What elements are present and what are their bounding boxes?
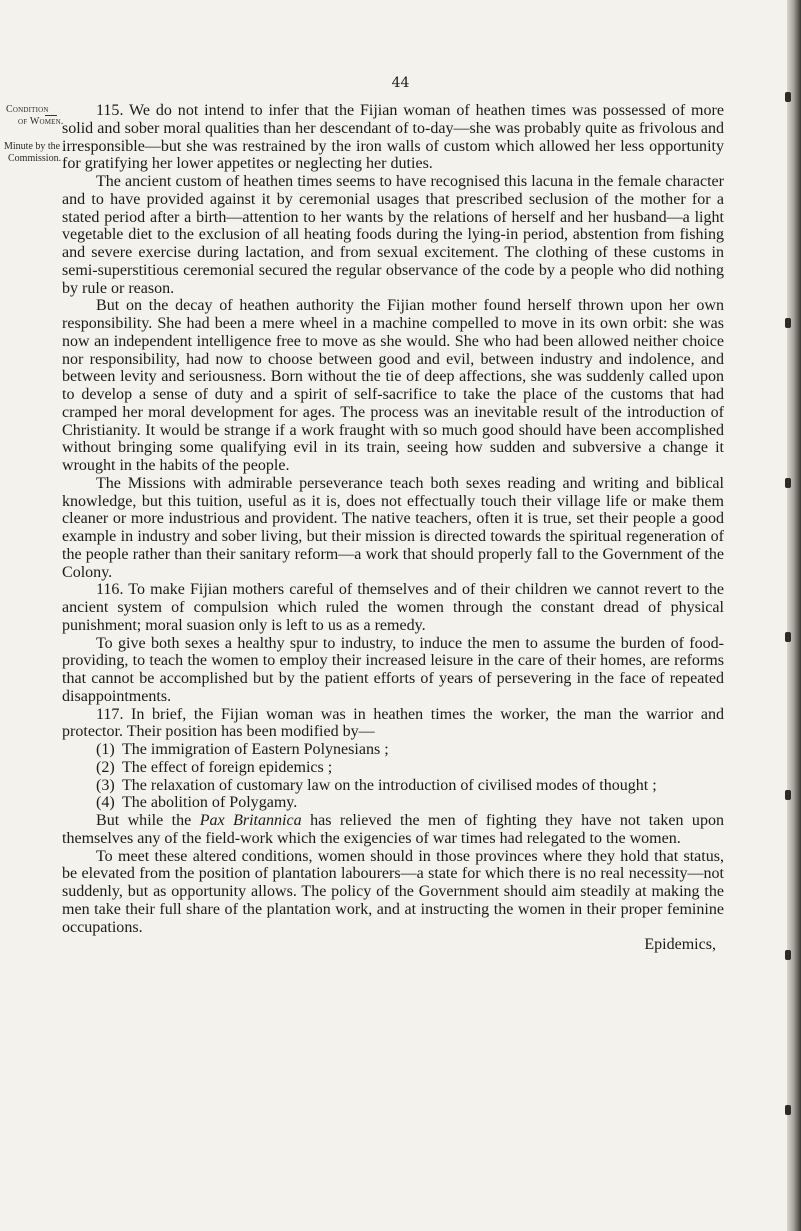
paragraph-116: 116. To make Fijian mothers careful of themselves and of their children we cannot revert to the ancient system of compulsion which ruled the women through the constant dread of physical punishment; moral suasion only is left to us as a remedy.: [62, 581, 724, 634]
list-item-number: (2): [96, 758, 115, 776]
list-item-text: The relaxation of customary law on the introduction of civilised modes of thought ;: [122, 776, 657, 794]
scan-mark: [785, 318, 791, 328]
scan-edge: [787, 0, 801, 1231]
scan-mark: [785, 1105, 791, 1115]
scan-mark: [785, 92, 791, 102]
paragraph-altered-conditions: To meet these altered conditions, women should in those provinces where they hold that status, be elevated from the position of plantation labourers—a state for which there is no real necessity—not suddenly, but as opportunity allows. The policy of the Government should aim steadily at making the men take their full share of the plantation work, and at instructing the women in their proper feminine occupations.: [62, 847, 724, 936]
margin-rule: [45, 115, 57, 116]
list-item: [62, 741, 724, 759]
paragraph-decay: But on the decay of heathen authority the Fijian mother found herself thrown upon her own responsibility. She had been a mere wheel in a machine compelled to move in its own orbit: she was now an independent intelligence free to move as she would. She who had been allowed neither choice nor responsibility, had now to choose between good and evil, between industry and indolence, and between levity and seriousness. Born without the tie of deep affections, she was suddenly called upon to develop a sense of duty and a spirit of self-sacrifice to take the place of the customs that had cramped her moral development for ages. The process was an inevitable result of the introduction of Christianity. It would be strange if a work fraught with so much good should have been accomplished without bringing some qualifying evil in its train, seeing how sudden and subversive a change it wrought in the habits of the people.: [62, 297, 724, 474]
body-text: [62, 102, 724, 954]
list-item-number: (3): [96, 776, 115, 794]
margin-note-minute-line1: Minute by the: [4, 141, 61, 152]
list-item: [62, 759, 724, 777]
scan-mark: [785, 478, 791, 488]
scan-mark: [785, 790, 791, 800]
margin-note-condition-line2: of Women.: [18, 116, 64, 127]
pax-before: But while the: [96, 812, 200, 829]
catchword: Epidemics,: [644, 936, 716, 954]
margin-note-condition-line1: Condition: [6, 104, 49, 115]
paragraph-ancient-custom: The ancient custom of heathen times seems to have recognised this lacuna in the female character and to have provided against it by ceremonial usages that prescribed seclusion of the mother for a stated period after a birth—attention to her wants by the relations of herself and her husband—a light vegetable diet to the exclusion of all heating foods during the lying-in period, abstention from fishing and severe exercise during lactation, and from sexual excitement. The clothing of these customs in semi-superstitious ceremonial secured the regular observance of the code by a people who did nothing by rule or reason.: [62, 173, 724, 297]
scan-mark: [785, 950, 791, 960]
margin-note-minute-line2: Commission.: [8, 153, 62, 164]
scan-mark: [785, 632, 791, 642]
paragraph-115: 115. We do not intend to infer that the Fijian woman of heathen times was possessed of more solid and sober moral qualities than her descendant of to-day—she was probably quite as frivolous and irresponsible—but she was restrained by the iron walls of custom which allowed her less opportunity for gratifying her lower appetites or neglecting her duties.: [62, 102, 724, 173]
margin-note-minute: [4, 141, 64, 165]
list-item: [62, 777, 724, 795]
margin-note-condition: [6, 104, 64, 128]
paragraph-117: 117. In brief, the Fijian woman was in heathen times the worker, the man the warrior and protector. Their position has been modified by—: [62, 705, 724, 741]
paragraph-pax-britannica: [62, 812, 724, 848]
list-item-number: (4): [96, 794, 115, 812]
list-item-number: (1): [96, 741, 115, 758]
list-item-text: The effect of foreign epidemics ;: [122, 758, 333, 776]
list-item-text: The abolition of Polygamy.: [122, 794, 298, 812]
page-number: 44: [391, 75, 410, 91]
paragraph-missions: The Missions with admirable perseverance teach both sexes reading and writing and biblical knowledge, but this tuition, useful as it is, does not effectually touch their village life or make them cleaner or more industrious and provident. The native teachers, often it is true, set their people a good example in industry and sober living, but their mission is directed towards the spiritual regeneration of the people rather than their sanitary reform—a work that should properly fall to the Government of the Colony.: [62, 474, 724, 581]
list-item: [62, 794, 724, 812]
paragraph-spur: To give both sexes a healthy spur to industry, to induce the men to assume the burden of food-providing, to teach the women to employ their increased leisure in the care of their homes, are reforms that cannot be accomplished but by the patient efforts of years of persevering in the face of repeated disappointments.: [62, 634, 724, 705]
pax-italic: Pax Britannica: [199, 812, 302, 829]
pax-after: has relieved the men of fighting they have not taken upon themselves any of the field-work which the exigencies of war times had relegated to the women.: [62, 812, 724, 847]
list-item-text: The immigration of Eastern Polynesians ;: [122, 741, 389, 758]
